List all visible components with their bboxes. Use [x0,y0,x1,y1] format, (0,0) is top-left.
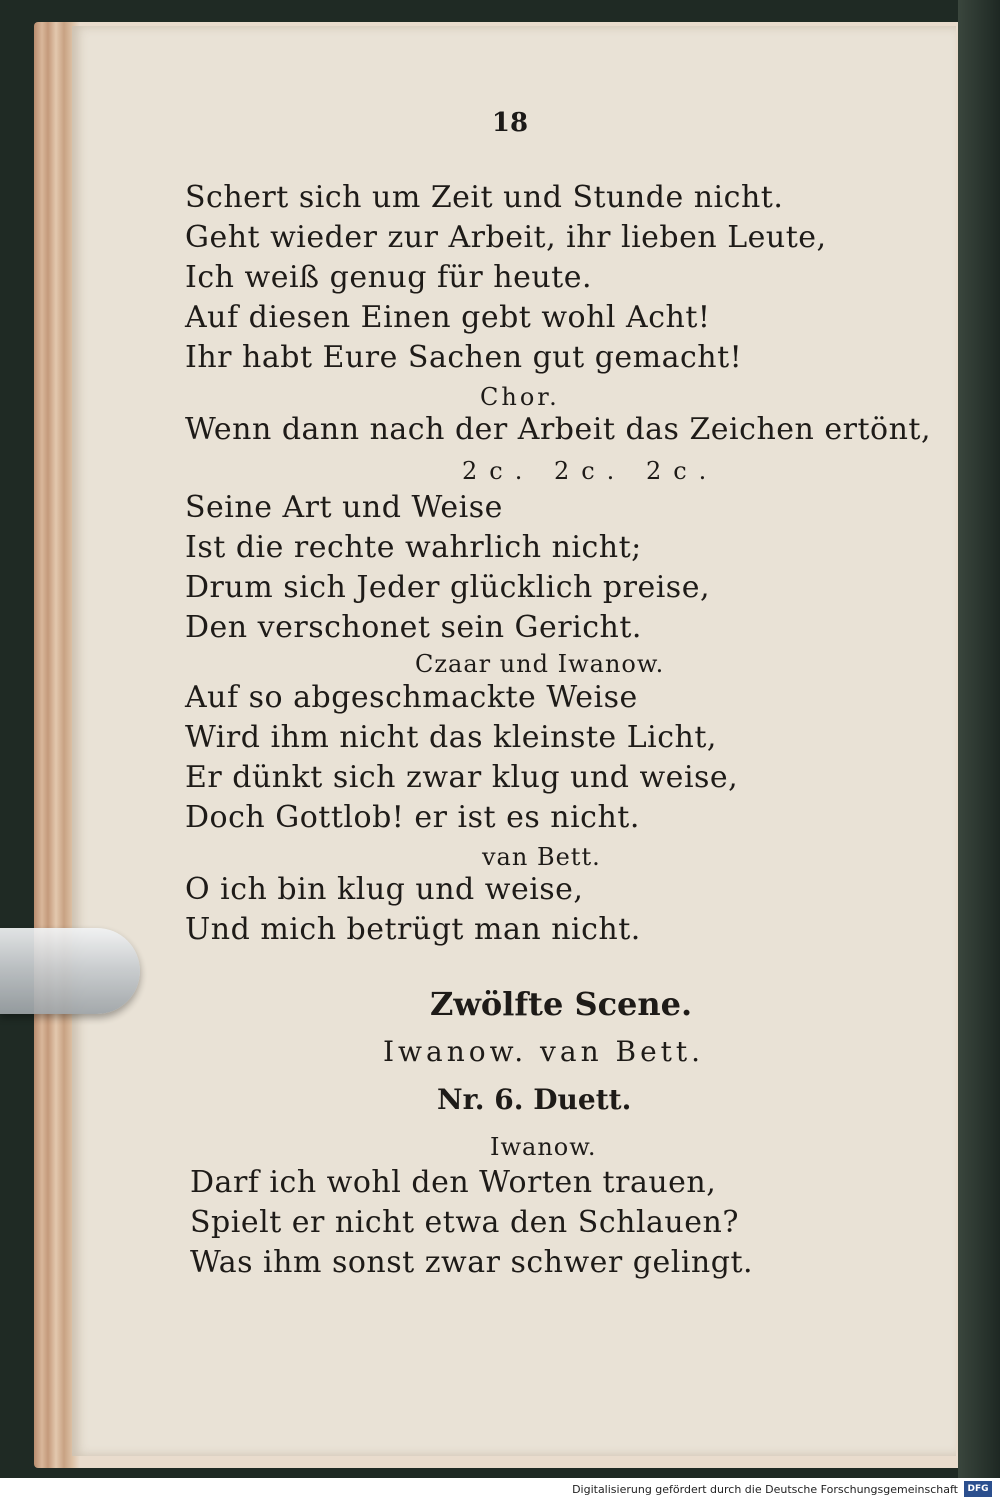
speaker-van-bett: van Bett. [482,843,601,871]
verse-line: Drum sich Jeder glücklich preise, [185,570,710,605]
verse-line: Geht wieder zur Arbeit, ihr lieben Leute, [185,220,827,255]
verse-line: Ihr habt Eure Sachen gut gemacht! [185,340,743,375]
speaker-iwanow: Iwanow. [490,1133,597,1161]
speaker-czaar-iwanow: Czaar und Iwanow. [415,650,665,678]
verse-line: Den verschonet sein Gericht. [185,610,642,645]
verse-line: Ist die rechte wahrlich nicht; [185,530,642,565]
page-number: 18 [491,108,529,138]
number-title: Nr. 6. Duett. [437,1083,632,1116]
page-holder-clip [0,928,140,1014]
digitization-credit: Digitalisierung gefördert durch die Deutsche Forschungsgemeinschaft [572,1483,958,1496]
etc-marker: 2c. 2c. 2c. [462,457,719,485]
verse-line: Auf so abgeschmackte Weise [185,680,638,715]
scan-right-edge [958,0,1000,1478]
scene-persons: Iwanow. van Bett. [383,1035,705,1068]
verse-line: Er dünkt sich zwar klug und weise, [185,760,739,795]
verse-line: Wenn dann nach der Arbeit das Zeichen ertönt, [185,412,932,447]
verse-line: Schert sich um Zeit und Stunde nicht. [185,180,784,215]
verse-line: Ich weiß genug für heute. [185,260,592,295]
verse-line: Spielt er nicht etwa den Schlauen? [190,1205,739,1240]
speaker-chor: Chor. [480,383,560,411]
scene-title: Zwölfte Scene. [430,985,693,1023]
verse-line: O ich bin klug und weise, [185,872,584,907]
verse-line: Doch Gottlob! er ist es nicht. [185,800,640,835]
verse-line: Auf diesen Einen gebt wohl Acht! [185,300,711,335]
verse-line: Seine Art und Weise [185,490,503,525]
verse-line: Wird ihm nicht das kleinste Licht, [185,720,717,755]
verse-line: Darf ich wohl den Worten trauen, [190,1165,717,1200]
dfg-logo: DFG [964,1481,992,1497]
verse-line: Und mich betrügt man nicht. [185,912,641,947]
verse-line: Was ihm sonst zwar schwer gelingt. [190,1245,754,1280]
